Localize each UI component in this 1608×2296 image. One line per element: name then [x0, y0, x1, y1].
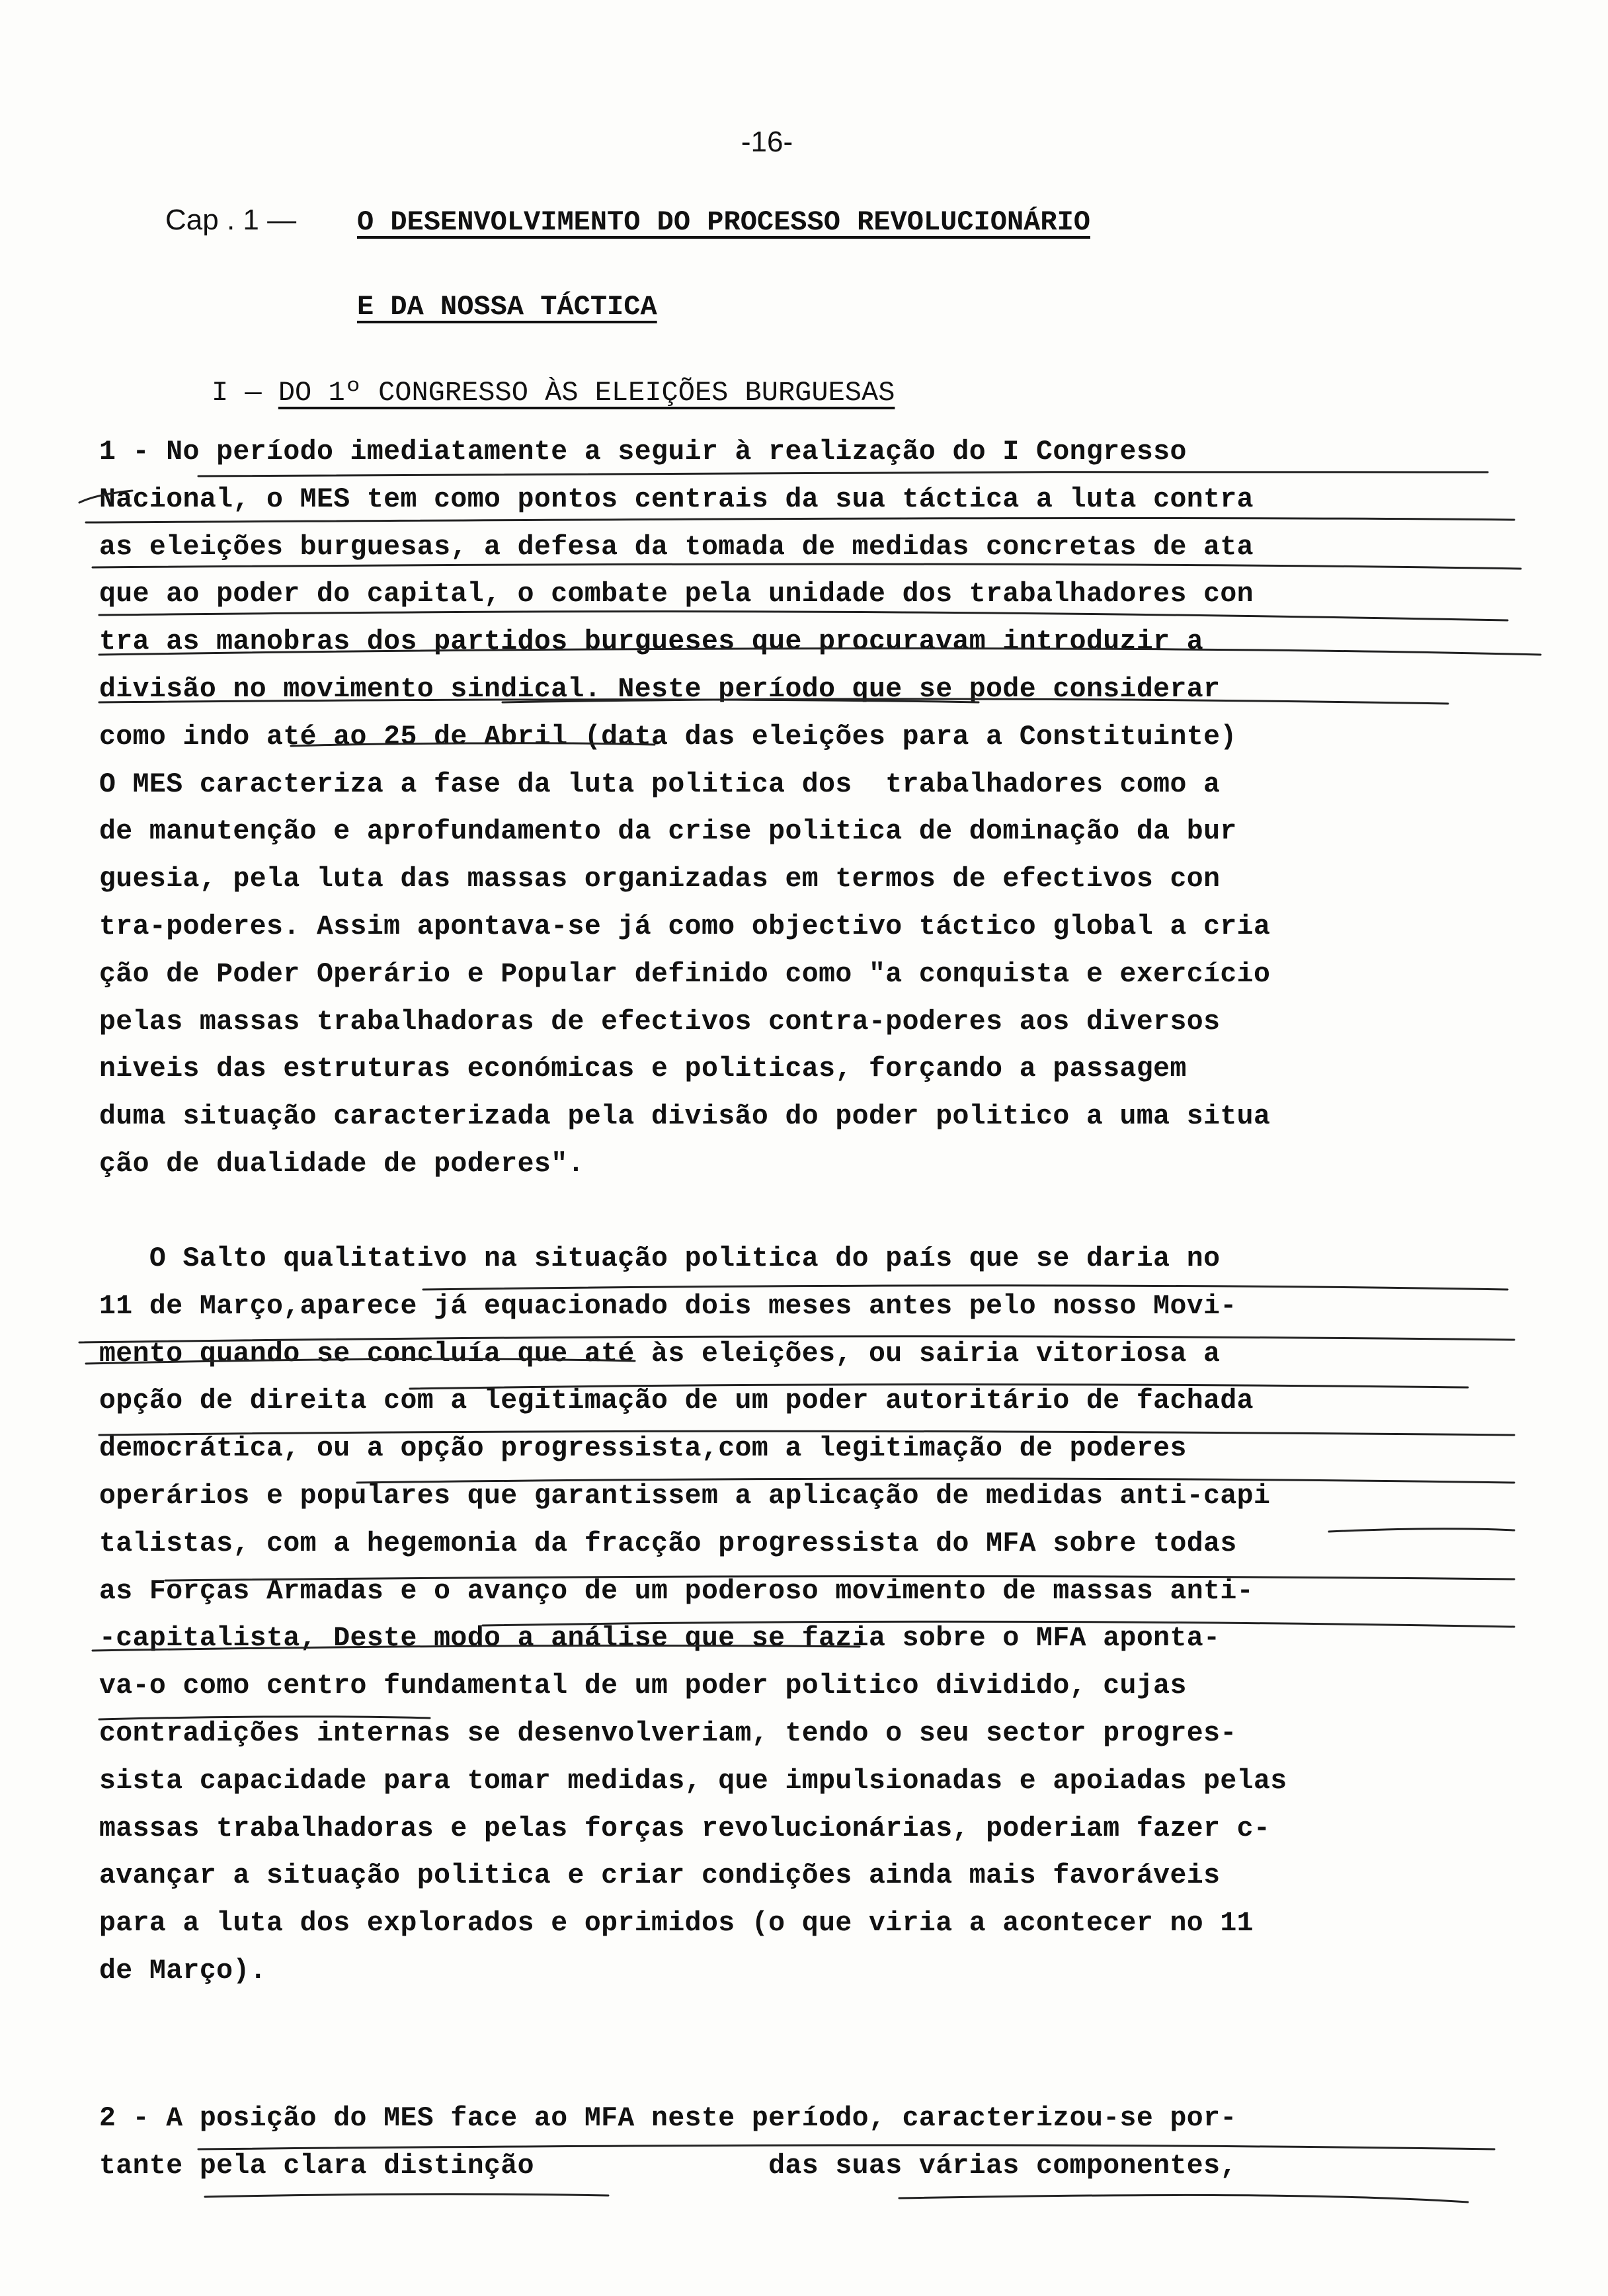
text-line: para a luta dos explorados e oprimidos (o que viria a acontecer no 11	[99, 1908, 1254, 1940]
chapter-subtitle: E DA NOSSA TÁCTICA	[357, 291, 657, 323]
text-line: ção de dualidade de poderes".	[99, 1149, 584, 1180]
text-line: O MES caracteriza a fase da luta politica dos trabalhadores como a	[99, 768, 1221, 800]
text-line: talistas, com a hegemonia da fracção progressista do MFA sobre todas	[99, 1528, 1237, 1559]
text-line: 11 de Março,aparece já equacionado dois meses antes pelo nosso Movi-	[99, 1290, 1237, 1322]
text-line: como indo até ao 25 de Abril (data das eleições para a Constituinte)	[99, 721, 1237, 753]
text-line: -capitalista, Deste modo a análise que se fazia sobre o MFA aponta-	[99, 1623, 1221, 1655]
page-number: -16-	[741, 126, 793, 158]
text-line: sista capacidade para tomar medidas, que impulsionadas e apoiadas pelas	[99, 1765, 1287, 1797]
text-line: 1 - No período imediatamente a seguir à realização do I Congresso	[99, 436, 1187, 468]
text-line: divisão no movimento sindical. Neste período que se pode considerar	[99, 674, 1221, 705]
text-line: O Salto qualitativo na situação politica do país que se daria no	[99, 1243, 1221, 1274]
text-line: massas trabalhadoras e pelas forças revolucionárias, poderiam fazer c-	[99, 1813, 1271, 1844]
text-line: guesia, pela luta das massas organizadas em termos de efectivos con	[99, 864, 1221, 895]
text-line: de Março).	[99, 1955, 267, 1987]
text-line: ção de Poder Operário e Popular definido como "a conquista e exercício	[99, 958, 1271, 990]
text-line: que ao poder do capital, o combate pela unidade dos trabalhadores con	[99, 579, 1254, 610]
text-line: opção de direita com a legitimação de um poder autoritário de fachada	[99, 1385, 1254, 1417]
section-number: I —	[212, 377, 262, 409]
text-line: avançar a situação politica e criar condições ainda mais favoráveis	[99, 1860, 1221, 1892]
text-line: contradições internas se desenvolveriam, tendo o seu sector progres-	[99, 1718, 1237, 1749]
text-line: mento quando se concluía que até às eleições, ou sairia vitoriosa a	[99, 1338, 1221, 1370]
chapter-label: Cap . 1 —	[165, 204, 297, 236]
text-line: pelas massas trabalhadoras de efectivos contra-poderes aos diversos	[99, 1006, 1221, 1038]
text-line: Nacional, o MES tem como pontos centrais da sua táctica a luta contra	[99, 483, 1254, 515]
section-title: DO 1º CONGRESSO ÀS ELEIÇÕES BURGUESAS	[278, 377, 895, 409]
text-line: 2 - A posição do MES face ao MFA neste período, caracterizou-se por-	[99, 2103, 1237, 2134]
text-line: tra as manobras dos partidos burgueses que procuravam introduzir a	[99, 626, 1204, 658]
text-line: va-o como centro fundamental de um poder politico dividido, cujas	[99, 1670, 1187, 1702]
text-line: niveis das estruturas económicas e politicas, forçando a passagem	[99, 1053, 1187, 1085]
text-line: duma situação caracterizada pela divisão do poder politico a uma situa	[99, 1101, 1271, 1133]
text-line: democrática, ou a opção progressista,com a legitimação de poderes	[99, 1433, 1187, 1465]
text-line: as Forças Armadas e o avanço de um poderoso movimento de massas anti-	[99, 1575, 1254, 1607]
text-line: as eleições burguesas, a defesa da tomada de medidas concretas de ata	[99, 531, 1254, 563]
text-line: de manutenção e aprofundamento da crise politica de dominação da bur	[99, 816, 1237, 848]
chapter-title: O DESENVOLVIMENTO DO PROCESSO REVOLUCIONÁRIO	[357, 206, 1090, 238]
text-line: tante pela clara distinção das suas várias componentes,	[99, 2151, 1237, 2182]
text-line: tra-poderes. Assim apontava-se já como objectivo táctico global a cria	[99, 911, 1271, 942]
text-line: operários e populares que garantissem a aplicação de medidas anti-capi	[99, 1481, 1271, 1512]
section-heading	[212, 377, 895, 409]
